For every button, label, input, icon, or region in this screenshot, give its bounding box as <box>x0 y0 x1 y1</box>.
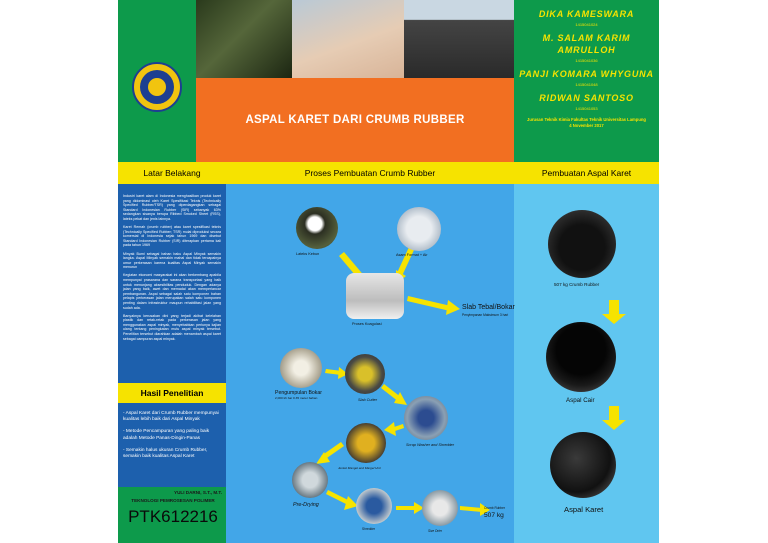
section-title: Proses Pembuatan Crumb Rubber <box>304 168 436 178</box>
label-slab: Slab Tebal/Bokar <box>462 304 515 311</box>
author-nim: 1415041024 <box>575 22 598 27</box>
list-item: - Metode Pencampuran yang paling baik adalah Metode Panas-Dingin-Panas <box>123 429 210 441</box>
hasil-list <box>123 411 223 466</box>
section-title: Latar Belakang <box>143 168 201 178</box>
arrow-icon <box>396 506 416 510</box>
author-nim: 1415041048 <box>575 82 598 87</box>
arrow-icon <box>602 406 626 430</box>
latex-photo <box>296 207 338 249</box>
paragraph: Minyak Bumi sebagai bahan baku Aspal Minyak semakin langka. Aspal Minyak semakin mahal dan tidak tercapainya umur perkerasan karena kualitas Aspal Minyak semakin menurun <box>123 251 221 270</box>
slab-cutter-photo <box>345 354 385 394</box>
paragraph: Kegiatan ekonomi masyarakat ini akan berkembang apabila mempunyai prasarana dan sarana transportasi yang baik untuk menunjang aksesibilitas penduduk. Dengan adanya jalan yang baik, awet dan memadai akan memperlancar pembangunan. Aspal sebagai salah satu komponen bahan pelapis perkerasan jalan merupakan salah satu komponen penting dalam infrastruktur maupun rehabilitasi jalan yang sudah ada. <box>123 273 221 310</box>
section-header-proses <box>226 162 514 184</box>
arrow-icon <box>407 296 451 311</box>
label-lateks: Lateks Kebun <box>296 252 320 256</box>
author-name: M. SALAM KARIM AMRULLOH <box>542 33 631 55</box>
author-name: PANJI KOMARA WHYGUNA <box>519 69 654 79</box>
authors-panel <box>514 0 659 162</box>
label-scrap: Scrap Washer and Shredder <box>406 443 455 447</box>
shredder-photo <box>356 488 392 524</box>
asphalt-road-photo <box>404 0 514 78</box>
section-title: Pembuatan Aspal Karet <box>541 168 632 178</box>
scrap-washer-photo <box>404 396 448 440</box>
footer-panel <box>118 487 226 543</box>
date-text: 4 November 2017 <box>569 123 604 128</box>
arrow-icon <box>384 422 396 436</box>
label-crumb-hasil: Crumb Rubber <box>484 506 505 510</box>
arrow-icon <box>446 300 460 315</box>
section-header-hasil <box>118 383 226 403</box>
label-crumb-weight: 507 kg <box>484 512 504 519</box>
latar-belakang-text <box>123 194 221 345</box>
label-aspal-cair: Aspal Cair <box>566 397 595 404</box>
paragraph: Banyaknya kerusakan dini yang terjadi akibat kelelahan plastik dan retak-retak pada perkerasan jalan yang menggunakan aspal minyak, menyebabkan perlunya kajian ulang tentang peningkatan mutu aspal minyak tersebut. Penelitian tersebut diarahkan adalah menambah aspal karet sebagai campuran aspal minyak. <box>123 313 221 341</box>
formic-acid-photo <box>397 207 441 251</box>
author-nim: 1415041053 <box>575 106 598 111</box>
label-pengumpulan-sub: 2,000 kh bar 0.35 meter bahan <box>275 396 318 400</box>
header-left-panel <box>118 0 196 162</box>
department-text: Jurusan Teknik Kimia Fakultas Teknik Universitas Lampung <box>527 117 646 122</box>
section-header-latar-belakang <box>118 162 226 184</box>
label-aspal-karet: Aspal Karet <box>564 505 604 514</box>
list-item: - Aspal Karet dari Crumb Rubber mempunyai kualitas lebih baik dari Aspal Minyak <box>123 411 219 423</box>
list-item: - Semakin halus ukuran Crumb Rubber, semakin baik kualitas Aspal Karet <box>123 447 208 460</box>
jenkel-photo <box>346 423 386 463</box>
label-koagulasi: Proses Koagulasi <box>352 322 382 326</box>
lecturer-name: YULI DARNI, S.T., M.T. <box>174 490 222 495</box>
size-drier-photo <box>422 490 458 526</box>
label-size-drier: Size Drier <box>428 529 442 533</box>
label-predrying: Pre-Drying <box>293 502 319 508</box>
label-jenkel: Jenkel Mangel and Margel Unit <box>338 466 381 470</box>
poster-title: ASPAL KARET DARI CRUMB RUBBER <box>245 114 465 126</box>
label-asam: Asam Format + Air <box>396 253 428 257</box>
section-header-pembuatan <box>514 162 659 184</box>
label-slab-sub: Penyimpanan Maksimum 3 hari <box>462 313 509 317</box>
university-logo-icon <box>132 62 182 112</box>
label-slab-cutter: Slab Cutter <box>358 398 377 402</box>
paragraph: Karet Remah (crumb rubber) atau karet spesifikasi teknis (Technically Specified Rubber; TSR) mulai diproduksi secara komersial di Indonesia sejak tahun 1969 dan disebut Standard Indonesian Rubber (SIR) diterapkan pertama kali pada tahun 1969 <box>123 225 221 248</box>
poster <box>118 0 659 543</box>
section-title: Hasil Penelitian <box>140 388 204 398</box>
aspal-arrows <box>514 184 659 543</box>
crumb-rubber-hand-photo <box>292 0 404 78</box>
arrow-icon <box>602 300 626 324</box>
predrying-photo <box>292 462 328 498</box>
course-code: PTK612216 <box>128 507 218 526</box>
coagulation-tray-photo <box>346 273 404 319</box>
author-name: RIDWAN SANTOSO <box>539 93 634 103</box>
paragraph: Industri karet alam di Indonesia menghasilkan produk karet yang didominasi oleh Karet Spesifikasi Teknis (Technically Specified Rubber/TSR) yang diperdagangkan sebagai Standard Indonesian Rubber (SIR) sebanyak 63% sedangkan sisanya berupa Ribbed Smoked Sheet (RSS), lateks pekat dan jenis lainnya. <box>123 194 221 221</box>
latex-tapping-photo <box>196 0 292 78</box>
course-name: TEKNOLOGI PEMROSESAN POLIMER <box>131 498 215 503</box>
label-shredder: Shredder <box>362 527 376 531</box>
author-name: DIKA KAMESWARA <box>538 9 635 19</box>
author-nim: 1415041036 <box>575 58 598 63</box>
poster-title-panel <box>196 78 514 162</box>
label-crumb-aspal: 507 kg Crumb Rubber <box>554 282 600 287</box>
label-pengumpulan: Pengumpulan Bokar <box>275 390 323 396</box>
arrow-icon <box>460 506 482 512</box>
arrow-icon <box>397 247 414 276</box>
bokar-photo <box>280 348 322 388</box>
